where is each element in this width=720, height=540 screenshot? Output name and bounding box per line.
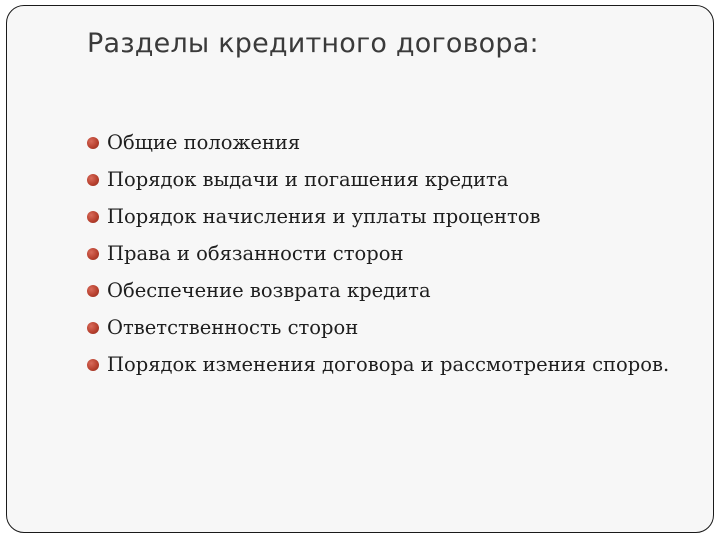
list-item-text: Ответственность сторон <box>107 316 359 339</box>
slide-title: Разделы кредитного договора: <box>87 28 539 59</box>
list-item-text: Порядок начисления и уплаты процентов <box>107 205 541 228</box>
bullet-dot-icon <box>87 137 99 149</box>
list-item <box>85 124 675 161</box>
slide-frame <box>6 5 714 533</box>
bullet-dot-icon <box>87 322 99 334</box>
list-item <box>85 198 675 235</box>
bullet-dot-icon <box>87 211 99 223</box>
list-item <box>85 161 675 198</box>
list-item <box>85 309 675 346</box>
bullet-list <box>85 124 675 383</box>
list-item-text: Порядок выдачи и погашения кредита <box>107 168 509 191</box>
list-item-text: Порядок изменения договора и рассмотрения споров. <box>107 353 670 376</box>
bullet-dot-icon <box>87 359 99 371</box>
list-item <box>85 346 675 383</box>
list-item <box>85 235 675 272</box>
list-item-text: Общие положения <box>107 131 301 154</box>
bullet-dot-icon <box>87 285 99 297</box>
bullet-dot-icon <box>87 248 99 260</box>
list-item-text: Обеспечение возврата кредита <box>107 279 431 302</box>
list-item <box>85 272 675 309</box>
list-item-text: Права и обязанности сторон <box>107 242 404 265</box>
bullet-dot-icon <box>87 174 99 186</box>
